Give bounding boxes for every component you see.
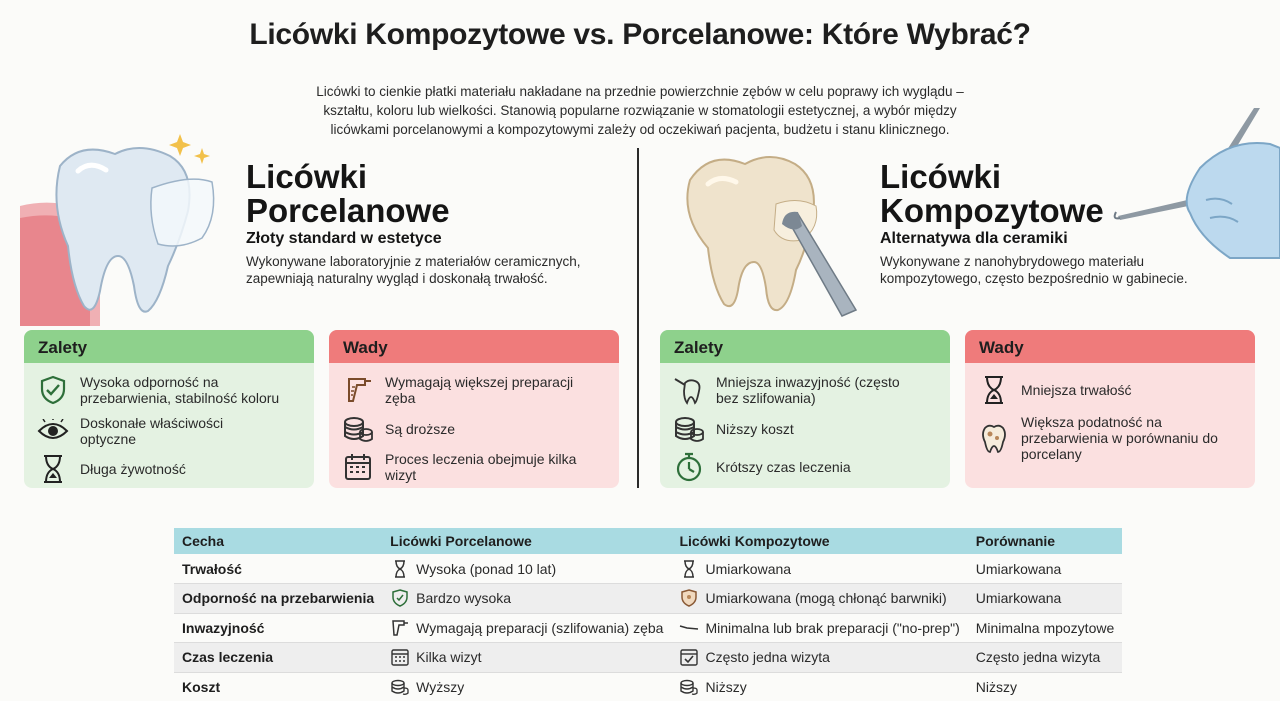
composite-heading: Licówki Kompozytowe	[880, 158, 1104, 229]
composite-cons-label: Wady	[965, 330, 1255, 363]
hourglass-icon	[390, 560, 410, 578]
table-row: Trwałość Wysoka (ponad 10 lat) Umiarkowana Umiarkowana	[174, 554, 1122, 584]
list-item: Krótszy czas leczenia	[660, 447, 950, 487]
porcelain-cons-card	[329, 330, 619, 488]
porcelain-pros-card	[24, 330, 314, 488]
dental-drill-icon	[341, 375, 375, 405]
column-header-composite: Licówki Kompozytowe	[671, 528, 967, 554]
coins-icon	[341, 414, 375, 444]
shield-check-icon	[36, 375, 70, 405]
list-item: Mniejsza inwazyjność (często bez szlifowania)	[660, 369, 950, 411]
list-item: Mniejsza trwałość	[965, 369, 1255, 411]
porcelain-cons-label: Wady	[329, 330, 619, 363]
porcelain-description: Wykonywane laboratoryjnie z materiałów ceramicznych, zapewniają naturalny wygląd i doskonałą trwałość.	[246, 254, 581, 286]
stained-tooth-icon	[977, 423, 1011, 453]
page-title: Licówki Kompozytowe vs. Porcelanowe: Które Wybrać?	[249, 18, 1031, 51]
hourglass-icon	[977, 375, 1011, 405]
table-row: Odporność na przebarwienia Bardzo wysoka Umiarkowana (mogą chłonąć barwniki) Umiarkowana	[174, 584, 1122, 614]
composite-cons-card	[965, 330, 1255, 488]
shield-check-icon	[390, 589, 410, 607]
dental-drill-icon	[390, 619, 410, 637]
hourglass-icon	[679, 560, 699, 578]
composite-pros-card	[660, 330, 950, 488]
calendar-icon	[341, 452, 375, 482]
porcelain-subheading: Złoty standard w estetyce	[246, 230, 442, 247]
dentist-hand-illustration	[1110, 108, 1280, 268]
intro-text: Licówki to cienkie płatki materiału nakładane na przednie powierzchnie zębów w celu poprawy ich wyglądu – kształtu, koloru lub wielkości. Stanowią popularne rozwiązanie w stomatologii estetycznej, a wybór między licówkami porcelanowymi a kompozytowymi zależy od oczekiwań pacjenta, budżetu i stanu klinicznego.	[316, 84, 964, 137]
list-item: Niższy koszt	[660, 411, 950, 447]
list-item: Są droższe	[329, 411, 619, 447]
eye-icon	[36, 416, 70, 446]
composite-subheading: Alternatywa dla ceramiki	[880, 230, 1068, 247]
tooth-tool-icon	[672, 375, 706, 405]
stopwatch-icon	[672, 452, 706, 482]
composite-description: Wykonywane z nanohybrydowego materiału kompozytowego, często bezpośrednio w gabinecie.	[880, 254, 1188, 286]
table-row: Inwazyjność Wymagają preparacji (szlifowania) zęba Minimalna lub brak preparacji ("no-prep") Minimalna mpozytowe	[174, 613, 1122, 643]
list-item: Większa podatność na przebarwienia w porównaniu do porcelany	[965, 411, 1255, 465]
calendar-check-icon	[679, 648, 699, 666]
column-divider	[637, 148, 639, 488]
column-header-porcelain: Licówki Porcelanowe	[382, 528, 671, 554]
coins-icon	[390, 678, 410, 696]
shield-icon	[679, 589, 699, 607]
list-item: Doskonałe właściwości optyczne	[24, 411, 314, 451]
composite-pros-label: Zalety	[660, 330, 950, 363]
calendar-icon	[390, 648, 410, 666]
coins-icon	[679, 678, 699, 696]
list-item: Wysoka odporność na przebarwienia, stabilność koloru	[24, 369, 314, 411]
list-item: Proces leczenia obejmuje kilka wizyt	[329, 447, 619, 487]
tool-icon	[679, 619, 699, 637]
list-item: Wymagają większej preparacji zęba	[329, 369, 619, 411]
composite-tooth-illustration	[670, 140, 880, 320]
porcelain-pros-label: Zalety	[24, 330, 314, 363]
coins-icon	[672, 414, 706, 444]
table-header-row	[174, 528, 1122, 554]
hourglass-icon	[36, 454, 70, 484]
table-row: Czas leczenia Kilka wizyt Często jedna wizyta Często jedna wizyta	[174, 643, 1122, 673]
comparison-table	[174, 528, 1122, 701]
column-header-feature: Cecha	[174, 528, 382, 554]
column-header-comparison: Porównanie	[968, 528, 1123, 554]
list-item: Długa żywotność	[24, 451, 314, 487]
table-row: Koszt Wyższy Niższy Niższy	[174, 672, 1122, 701]
porcelain-heading: Licówki Porcelanowe	[246, 158, 450, 229]
porcelain-tooth-illustration	[20, 126, 240, 326]
